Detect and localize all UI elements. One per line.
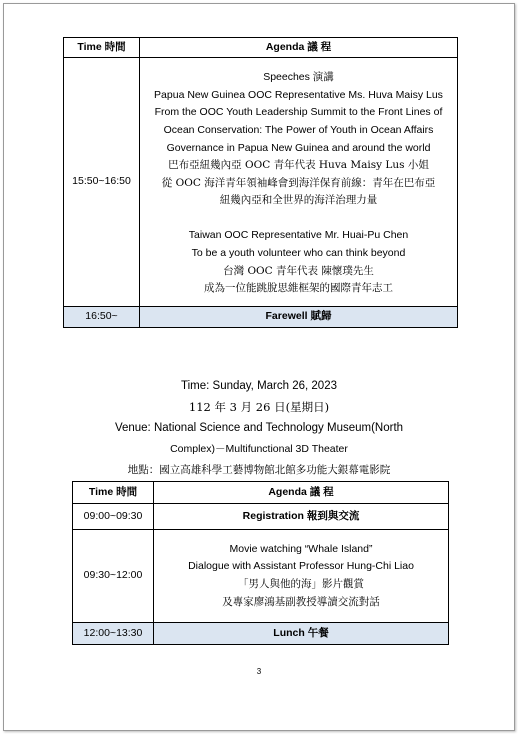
agenda-line: Taiwan OOC Representative Mr. Huai-Pu Chen (188, 229, 409, 242)
time-cell: 15:50~16:50 (64, 58, 140, 307)
agenda-line: Ocean Conservation: The Power of Youth in Ocean Affairs (163, 123, 434, 136)
agenda-blank-line (142, 210, 455, 228)
agenda-line: 台灣 OOC 青年代表 陳懷璞先生 (223, 264, 374, 277)
time-cell: 12:00~13:30 (73, 623, 154, 645)
agenda-line: To be a youth volunteer who can think beyond (191, 247, 406, 260)
agenda-cell (140, 58, 458, 307)
time-cell: 09:30~12:00 (73, 530, 154, 623)
agenda-header: Agenda 議 程 (140, 38, 458, 58)
time-header: Time 時間 (73, 482, 154, 504)
agenda-cell: Farewell 賦歸 (140, 307, 458, 328)
event-venue: Venue: National Science and Technology Museum(North (114, 422, 404, 434)
page-number: 3 (256, 667, 262, 676)
table-row (73, 530, 449, 623)
agenda-cell (154, 530, 449, 623)
agenda-line: 成為一位能跳脫思維框架的國際青年志工 (204, 282, 393, 295)
agenda-line: Papua New Guinea OOC Representative Ms. Huva Maisy Lus (154, 88, 443, 101)
agenda-line: Speeches 演講 (263, 71, 334, 84)
time-cell: 16:50~ (64, 307, 140, 328)
agenda-line: 從 OOC 海洋青年領袖峰會到海洋保育前線：青年在巴布亞 (161, 176, 436, 189)
agenda-line: Dialogue with Assistant Professor Hung-Chi Liao (188, 560, 414, 573)
day-info (0, 376, 518, 481)
table-header-row (73, 482, 449, 504)
agenda-cell: Lunch 午餐 (154, 623, 449, 645)
table-row (64, 307, 458, 328)
agenda-header: Agenda 議 程 (154, 482, 449, 504)
event-venue-cn: 地點：國立高雄科學工藝博物館北館多功能大銀幕電影院 (127, 464, 391, 476)
agenda-line: 紐幾內亞和全世界的海洋治理力量 (219, 194, 378, 207)
agenda-line: Governance in Papua New Guinea and around the world (166, 141, 431, 154)
agenda-line: 巴布亞紐幾內亞 OOC 青年代表 Huva Maisy Lus 小姐 (168, 159, 429, 172)
table-header-row (64, 38, 458, 58)
table-row (73, 504, 449, 530)
event-date-cn: 112 年 3 月 26 日(星期日) (188, 400, 330, 414)
agenda-table-2 (72, 481, 449, 645)
table-row (73, 623, 449, 645)
time-header: Time 時間 (64, 38, 140, 58)
agenda-table-1 (63, 37, 458, 328)
agenda-line: 「男人與他的海」影片觀賞 (238, 578, 364, 590)
agenda-line: 及專家廖鴻基副教授導讀交流對話 (222, 595, 380, 608)
event-date: Time: Sunday, March 26, 2023 (181, 380, 337, 392)
agenda-cell: Registration 報到與交流 (154, 504, 449, 530)
time-cell: 09:00~09:30 (73, 504, 154, 530)
agenda-line: Movie watching “Whale Island” (229, 542, 373, 555)
event-venue-cont: Complex)－Multifunctional 3D Theater (170, 443, 348, 455)
table-row (64, 58, 458, 307)
agenda-line: From the OOC Youth Leadership Summit to the Front Lines of (154, 106, 443, 119)
